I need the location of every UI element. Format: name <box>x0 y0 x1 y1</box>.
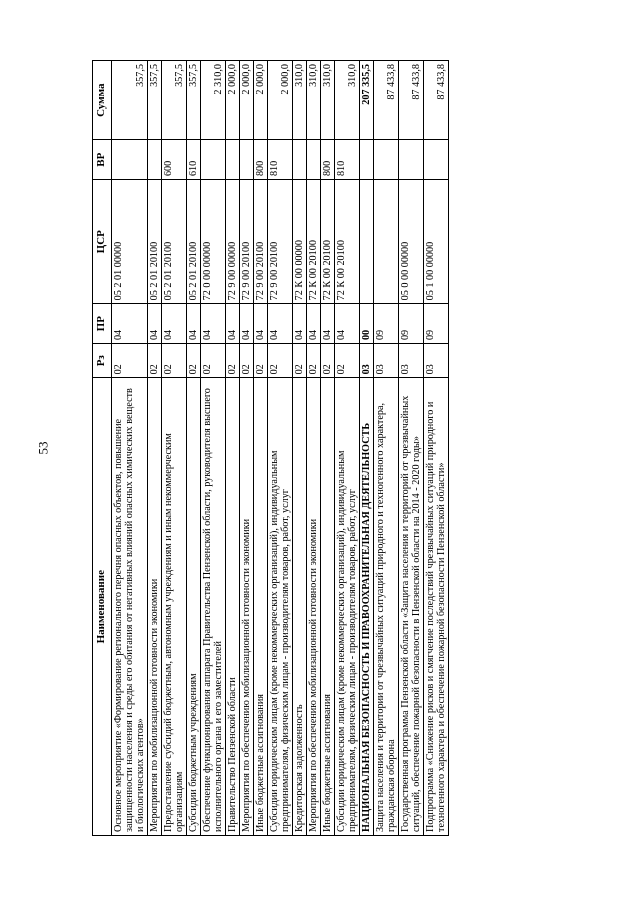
cell-rz: 02 <box>111 344 147 378</box>
cell-csr: 05 2 01 20100 <box>147 180 161 304</box>
cell-vr: 810 <box>268 140 293 180</box>
cell-sum: 2 310,0 <box>200 61 225 140</box>
cell-vr: 800 <box>321 140 335 180</box>
cell-pr: 04 <box>200 304 225 344</box>
cell-vr <box>293 140 307 180</box>
table-row <box>111 61 147 836</box>
cell-sum: 2 000,0 <box>240 61 254 140</box>
cell-pr: 04 <box>254 304 268 344</box>
header-pr: ПР <box>93 304 112 344</box>
cell-vr <box>424 140 449 180</box>
header-csr: ЦСР <box>93 180 112 304</box>
table-row <box>399 61 424 836</box>
cell-sum: 87 433,8 <box>374 61 399 140</box>
cell-name: Мероприятия по обеспечению мобилизационной готовности экономики <box>240 378 254 836</box>
cell-vr <box>307 140 321 180</box>
table-row <box>161 61 186 836</box>
cell-pr: 04 <box>240 304 254 344</box>
cell-pr: 09 <box>424 304 449 344</box>
cell-pr: 04 <box>268 304 293 344</box>
table-header-row <box>93 61 112 836</box>
table-row <box>200 61 225 836</box>
cell-pr: 09 <box>374 304 399 344</box>
cell-sum: 87 433,8 <box>399 61 424 140</box>
table-row <box>335 61 360 836</box>
header-sum: Сумма <box>93 61 112 140</box>
cell-rz: 02 <box>321 344 335 378</box>
cell-csr: 05 2 01 20100 <box>186 180 200 304</box>
cell-sum: 357,5 <box>111 61 147 140</box>
table-row <box>268 61 293 836</box>
cell-sum: 310,0 <box>307 61 321 140</box>
cell-csr: 05 2 01 20100 <box>161 180 186 304</box>
cell-sum: 87 433,8 <box>424 61 449 140</box>
cell-vr: 800 <box>254 140 268 180</box>
header-name: Наименование <box>93 378 112 836</box>
cell-vr: 600 <box>161 140 186 180</box>
cell-sum: 310,0 <box>335 61 360 140</box>
table-row <box>240 61 254 836</box>
header-rz: Рз <box>93 344 112 378</box>
table-row <box>254 61 268 836</box>
cell-vr <box>374 140 399 180</box>
cell-pr: 04 <box>161 304 186 344</box>
budget-table <box>92 60 449 836</box>
cell-vr <box>111 140 147 180</box>
cell-rz: 02 <box>307 344 321 378</box>
table-row <box>186 61 200 836</box>
cell-pr: 04 <box>111 304 147 344</box>
page-number: 53 <box>35 441 51 455</box>
table-row <box>226 61 240 836</box>
cell-csr: 72 К 00 20100 <box>335 180 360 304</box>
cell-rz: 02 <box>240 344 254 378</box>
cell-vr: 610 <box>186 140 200 180</box>
cell-name: Иные бюджетные ассигнования <box>254 378 268 836</box>
cell-sum: 310,0 <box>293 61 307 140</box>
cell-csr: 72 9 00 20100 <box>254 180 268 304</box>
cell-vr <box>200 140 225 180</box>
cell-csr <box>374 180 399 304</box>
cell-name: Государственная программа Пензенской области «Защита населения и территорий от чрезвычайных ситуаций, обеспечение пожарной безопасности в Пензенской области на 2014 - 2020 годы» <box>399 378 424 836</box>
cell-csr: 72 9 00 20100 <box>240 180 254 304</box>
cell-csr: 05 0 00 00000 <box>399 180 424 304</box>
header-vr: ВР <box>93 140 112 180</box>
cell-name: Мероприятия по мобилизационной готовности экономики <box>147 378 161 836</box>
cell-sum: 310,0 <box>321 61 335 140</box>
cell-name: Иные бюджетные ассигнования <box>321 378 335 836</box>
cell-name: НАЦИОНАЛЬНАЯ БЕЗОПАСНОСТЬ И ПРАВООХРАНИТЕЛЬНАЯ ДЕЯТЕЛЬНОСТЬ <box>360 378 374 836</box>
cell-vr: 810 <box>335 140 360 180</box>
cell-name: Обеспечение функционирования аппарата Правительства Пензенской области, руководителя высшего исполнительного органа и его заместителей <box>200 378 225 836</box>
cell-pr: 04 <box>335 304 360 344</box>
cell-sum: 2 000,0 <box>254 61 268 140</box>
cell-csr: 72 0 00 00000 <box>200 180 225 304</box>
cell-rz: 03 <box>374 344 399 378</box>
cell-rz: 02 <box>335 344 360 378</box>
cell-rz: 02 <box>147 344 161 378</box>
cell-sum: 207 335,5 <box>360 61 374 140</box>
cell-vr <box>240 140 254 180</box>
cell-csr: 72 9 00 00000 <box>226 180 240 304</box>
cell-csr: 72 9 00 20100 <box>268 180 293 304</box>
table-row <box>374 61 399 836</box>
table-row <box>307 61 321 836</box>
table-row <box>293 61 307 836</box>
cell-csr: 05 2 01 00000 <box>111 180 147 304</box>
cell-vr <box>399 140 424 180</box>
cell-name: Подпрограмма «Снижение рисков и смягчение последствий чрезвычайных ситуаций природного и техногенного характера и обеспечение пожарной безопасности Пензенской области» <box>424 378 449 836</box>
cell-rz: 03 <box>399 344 424 378</box>
table-row <box>424 61 449 836</box>
cell-csr: 72 К 00 00000 <box>293 180 307 304</box>
cell-csr: 72 К 00 20100 <box>307 180 321 304</box>
cell-name: Основное мероприятие «Формирование регионального перечня опасных объектов, повышение защищенности населения и среды его обитания от негативных влияний опасных химических веществ и биологических агентов» <box>111 378 147 836</box>
cell-pr: 04 <box>307 304 321 344</box>
cell-name: Правительство Пензенской области <box>226 378 240 836</box>
cell-name: Кредиторская задолженность <box>293 378 307 836</box>
cell-rz: 02 <box>200 344 225 378</box>
cell-name: Мероприятия по обеспечению мобилизационной готовности экономики <box>307 378 321 836</box>
cell-pr: 04 <box>147 304 161 344</box>
cell-csr: 72 К 00 20100 <box>321 180 335 304</box>
cell-csr <box>360 180 374 304</box>
cell-sum: 357,5 <box>147 61 161 140</box>
cell-csr: 05 1 00 00000 <box>424 180 449 304</box>
cell-name: Субсидии юридическим лицам (кроме некоммерческих организаций), индивидуальным предпринимателям, физическим лицам - производителям товаров, работ, услуг <box>335 378 360 836</box>
cell-pr: 04 <box>186 304 200 344</box>
cell-rz: 02 <box>226 344 240 378</box>
cell-pr: 00 <box>360 304 374 344</box>
cell-name: Субсидии бюджетным учреждениям <box>186 378 200 836</box>
cell-vr <box>226 140 240 180</box>
table-row <box>147 61 161 836</box>
cell-sum: 357,5 <box>186 61 200 140</box>
cell-rz: 02 <box>161 344 186 378</box>
cell-rz: 02 <box>268 344 293 378</box>
cell-name: Защита населения и территории от чрезвычайных ситуаций природного и техногенного характера, гражданская оборона <box>374 378 399 836</box>
cell-rz: 02 <box>186 344 200 378</box>
cell-pr: 04 <box>293 304 307 344</box>
cell-vr <box>147 140 161 180</box>
cell-rz: 03 <box>360 344 374 378</box>
cell-pr: 09 <box>399 304 424 344</box>
cell-rz: 03 <box>424 344 449 378</box>
cell-sum: 2 000,0 <box>268 61 293 140</box>
cell-sum: 357,5 <box>161 61 186 140</box>
cell-vr <box>360 140 374 180</box>
cell-sum: 2 000,0 <box>226 61 240 140</box>
table-row <box>321 61 335 836</box>
cell-name: Субсидии юридическим лицам (кроме некоммерческих организаций), индивидуальным предпринимателям, физическим лицам - производителям товаров, работ, услуг <box>268 378 293 836</box>
cell-name: Предоставление субсидий бюджетным, автономным учреждениям и иным некоммерческим организациям <box>161 378 186 836</box>
table-body <box>111 61 448 836</box>
table-row <box>360 61 374 836</box>
cell-pr: 04 <box>321 304 335 344</box>
cell-pr: 04 <box>226 304 240 344</box>
cell-rz: 02 <box>293 344 307 378</box>
budget-table-rotated <box>92 60 560 836</box>
cell-rz: 02 <box>254 344 268 378</box>
